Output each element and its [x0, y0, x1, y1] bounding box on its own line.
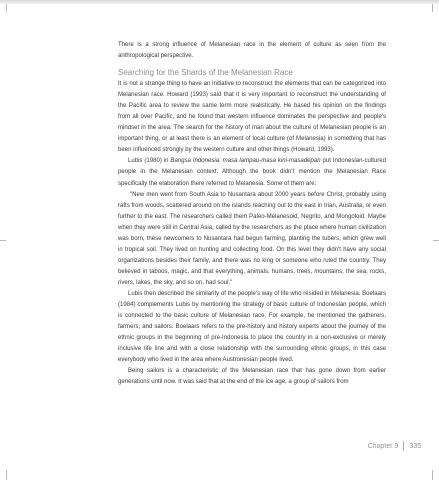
- paragraph-4: Being sailors is a characteristic of the Melanesian race that has gone down from earlier generations until now. It was said that at the end of the ice age, a group of sailors from: [118, 368, 386, 386]
- crop-mark-left-mid: [0, 240, 6, 241]
- crop-mark-top-right: [432, 4, 433, 12]
- crop-mark-bottom-left: [6, 470, 7, 480]
- footer-divider: [403, 441, 404, 451]
- paragraph-2: [118, 156, 386, 189]
- page-footer: [368, 441, 421, 451]
- page-number: 335: [409, 442, 421, 450]
- crop-mark-top-left: [6, 4, 7, 12]
- paragraph-2-rest: put Indonesian-cultured people in the Melanesian context. Although the book didn't mention the Melanesian Race specifically the elaboration there referred to Melanesia. Some of them are:: [118, 158, 386, 187]
- paragraph-1: It is not a strange thing to have an initiative to reconstruct the elements that can be categorized into Melanesian race. Howard (1993) said that it is very important to reconstruct the understanding of the Pacific area to review the same term more realistically. He based his opinion on the findings from all over Pacific, and he found that western influence dominates the perspective and people's mindset in the area. The search for the history of man about the culture of Melanesian people is an important thing, or at least there is an element of local culture (of Melanesia) in something that has been influenced strongly by the western culture and other things (Howard, 1993).: [118, 81, 386, 154]
- book-title: Bangsa Indonesia: masa lampau-masa kini-masadepan: [170, 158, 321, 165]
- intro-paragraph: There is a strong influence of Melanesian race in the element of culture as seen from the anthropological perspective.: [118, 42, 386, 60]
- block-quote: "New men went from South Asia to Nusantara about 2000 years before Christ, probably using rafts from woods, scattered around on the islands reaching out to the east in Irian, Australia, or even further to the east. The researchers called them Paleo-Melanesoid, Negrito, and Mongoloid. Maybe when they were still in Central Asia, called by the researchers as the place where human civilization was born, these newcomers to Nusantara had begun farming, planting the tubers, which grew well in tropical soil. They lived on hunting and collecting food. On this level they didn't have any social organizations besides their family, and there was no king or someone who ruled the country. They believed in taboos, magic, and that everything, animals, humans, trees, mountains, the sea, rocks, rivers, lakes, the sky, and so on, had soul.": [118, 191, 386, 286]
- paragraph-3: Lubis then described the similarity of the people's way of life who resided in Melanesia. Boelaars (1984) complements Lubis by mentioning the strategy of basic culture of Indonesian people, which is connected to the basic culture of Melanesian race. For example, he mentioned the gatherers, farmers, and sailors. Boelaars refers to the pre-history and history experts about the journey of the ethnic groups in the beginning of pre-Indonesia to place the country in a non-exclusive or merely inclusive life line and with a close relationship with the surrounding ethnic groups, in this case everybody who lived in the area where Austronesian people lived.: [118, 290, 386, 364]
- chapter-label: Chapter 9: [367, 442, 399, 450]
- crop-mark-bottom-right: [432, 470, 433, 480]
- crop-mark-right-mid: [433, 240, 439, 241]
- top-rule: [0, 0, 439, 4]
- page-body: [118, 40, 386, 388]
- paragraph-2-start: Lubis (1980) in: [128, 158, 171, 165]
- section-heading: Searching for the Shards of the Melanesian Race: [118, 68, 293, 78]
